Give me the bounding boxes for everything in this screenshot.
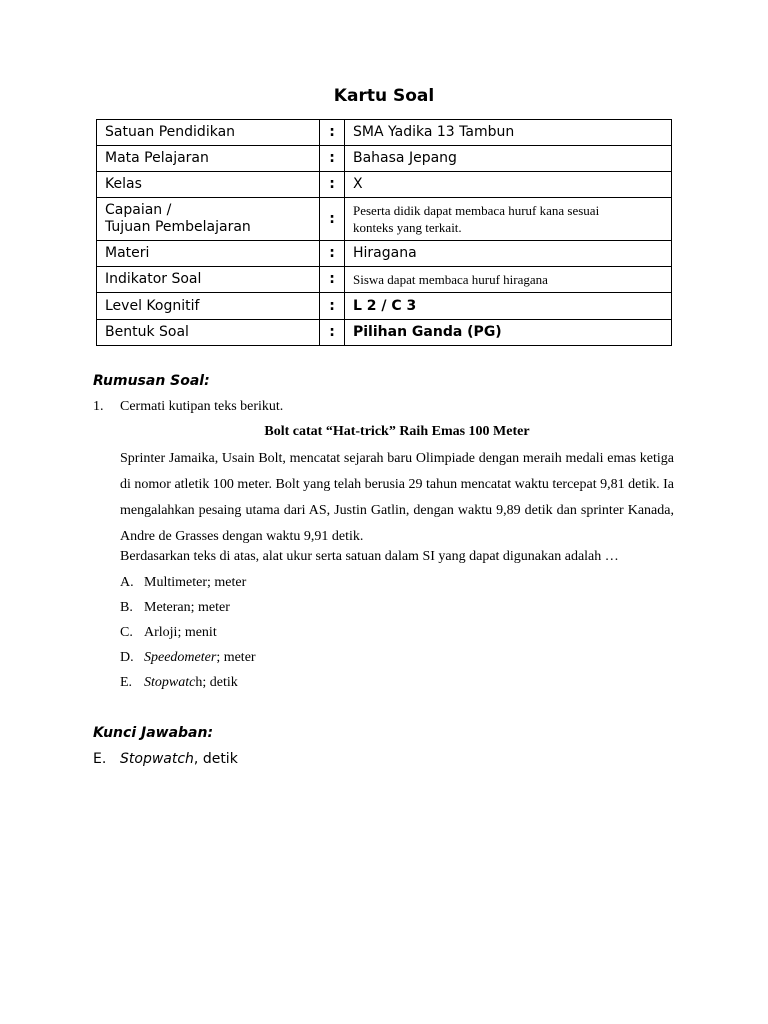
option-text-italic: Stopwatc: [144, 675, 196, 690]
option-letter: E.: [120, 675, 133, 690]
row-separator: :: [320, 241, 345, 267]
passage-title: Bolt catat “Hat-trick” Raih Emas 100 Meter: [264, 424, 530, 439]
option-text: Meteran; meter: [144, 600, 230, 615]
option-c: [120, 624, 256, 649]
info-row-mata-pelajaran: [97, 146, 672, 172]
option-text: Arloji; menit: [144, 625, 217, 640]
kunci-jawaban-heading: Kunci Jawaban:: [93, 725, 214, 741]
row-value: Bahasa Jepang: [345, 146, 672, 172]
info-row-indikator-soal: [97, 267, 672, 293]
option-letter: A.: [120, 575, 134, 590]
row-separator: :: [320, 146, 345, 172]
option-letter: C.: [120, 625, 133, 640]
info-row-capaian: [97, 198, 672, 241]
row-label-line: Capaian /: [105, 202, 172, 218]
row-value: Hiragana: [345, 241, 672, 267]
info-row-kelas: [97, 172, 672, 198]
option-d: [120, 649, 256, 674]
rumusan-soal-heading: Rumusan Soal:: [93, 373, 210, 389]
info-table: [96, 119, 672, 346]
passage-text: Sprinter Jamaika, Usain Bolt, mencatat sejarah baru Olimpiade dengan meraih medali emas ketiga di nomor atletik 100 meter. Bolt yang telah berusia 29 tahun mencatat waktu tercepat 9,81 detik. Ia mengalahkan pesaing utama dari AS, Justin Gatlin, dengan waktu 9,89 detik dan sprinter Kanada, Andre de Grasses dengan waktu 9,91 detik.: [120, 451, 674, 544]
option-text: Multimeter; meter: [144, 575, 247, 590]
option-letter: B.: [120, 600, 133, 615]
question-intro: Cermati kutipan teks berikut.: [120, 399, 284, 414]
row-label: Level Kognitif: [97, 293, 320, 320]
row-value: SMA Yadika 13 Tambun: [345, 120, 672, 146]
option-a: [120, 574, 256, 599]
row-label-line: Tujuan Pembelajaran: [105, 219, 251, 235]
row-separator: :: [320, 267, 345, 293]
option-e: [120, 674, 256, 699]
row-label: Materi: [97, 241, 320, 267]
option-text-italic: Speedometer: [144, 650, 217, 665]
answer-options: [120, 574, 256, 699]
row-value-line: konteks yang terkait.: [353, 220, 462, 235]
info-row-satuan-pendidikan: [97, 120, 672, 146]
row-label: Indikator Soal: [97, 267, 320, 293]
row-separator: :: [320, 320, 345, 346]
option-b: [120, 599, 256, 624]
row-label: Satuan Pendidikan: [97, 120, 320, 146]
row-separator: :: [320, 198, 345, 241]
row-label: Bentuk Soal: [97, 320, 320, 346]
option-letter: D.: [120, 650, 134, 665]
row-separator: :: [320, 293, 345, 320]
page-title: Kartu Soal: [333, 86, 435, 106]
row-separator: :: [320, 120, 345, 146]
row-label: [97, 198, 320, 241]
row-value: Siswa dapat membaca huruf hiragana: [345, 267, 672, 293]
row-value: Pilihan Ganda (PG): [345, 320, 672, 346]
row-value-line: Peserta didik dapat membaca huruf kana sesuai: [353, 203, 600, 218]
row-separator: :: [320, 172, 345, 198]
question-number: 1.: [93, 399, 104, 414]
option-text: h; detik: [195, 675, 238, 690]
answer-text: , detik: [193, 751, 238, 767]
row-label: Kelas: [97, 172, 320, 198]
row-value: L 2 / C 3: [345, 293, 672, 320]
info-row-bentuk-soal: [97, 320, 672, 346]
row-value: [345, 198, 672, 241]
row-label: Mata Pelajaran: [97, 146, 320, 172]
answer-text-italic: Stopwatch: [120, 751, 194, 767]
question-text: Berdasarkan teks di atas, alat ukur serta satuan dalam SI yang dapat digunakan adalah …: [120, 549, 619, 564]
option-text: ; meter: [216, 650, 256, 665]
answer-letter: E.: [93, 751, 107, 767]
info-row-materi: [97, 241, 672, 267]
row-value: X: [345, 172, 672, 198]
answer-key: [93, 751, 238, 767]
info-row-level-kognitif: [97, 293, 672, 320]
